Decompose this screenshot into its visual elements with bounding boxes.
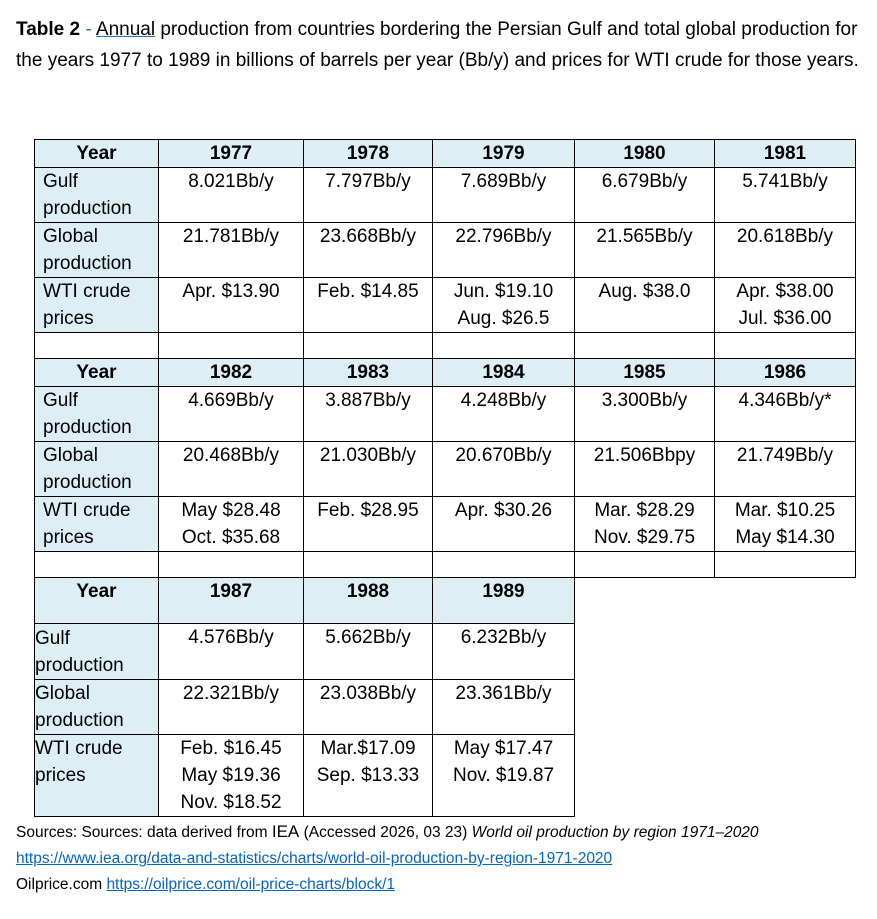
global-value: 20.468Bb/y <box>159 442 304 497</box>
price-line: Feb. $14.85 <box>317 281 419 302</box>
gulf-production-label <box>35 387 159 442</box>
year-header: Year <box>35 140 159 168</box>
empty-cell <box>575 333 715 359</box>
global-value: 21.781Bb/y <box>159 223 304 278</box>
year-cell: 1985 <box>575 359 715 387</box>
wti-value <box>575 278 715 333</box>
spacer-row <box>35 552 856 578</box>
caption-annual: Annual <box>95 19 156 40</box>
global-value: 21.030Bb/y <box>304 442 433 497</box>
wti-value <box>715 278 856 333</box>
label-line: Gulf <box>43 171 78 192</box>
empty-area <box>715 578 856 624</box>
label-line: production <box>35 655 124 676</box>
year-header: Year <box>35 359 159 387</box>
global-value: 21.749Bb/y <box>715 442 856 497</box>
empty-cell <box>715 333 856 359</box>
wti-value <box>433 278 575 333</box>
sources-title: World oil production by region 1971–2020 <box>471 824 759 841</box>
label-line: Gulf <box>35 628 70 649</box>
year-cell: 1982 <box>159 359 304 387</box>
wti-prices-label <box>35 735 159 817</box>
global-value: 22.796Bb/y <box>433 223 575 278</box>
price-line: Aug. $26.5 <box>457 308 550 329</box>
empty-cell <box>433 333 575 359</box>
global-value: 23.668Bb/y <box>304 223 433 278</box>
wti-prices-label <box>35 278 159 333</box>
table-row <box>35 223 856 278</box>
global-value: 20.618Bb/y <box>715 223 856 278</box>
gulf-value: 7.797Bb/y <box>304 168 433 223</box>
oilprice-link[interactable]: https://oilprice.com/oil-price-charts/block/1 <box>106 876 396 893</box>
sources-block <box>16 819 866 898</box>
label-line: production <box>43 198 132 219</box>
price-line: Jul. $36.00 <box>738 308 832 329</box>
table-row <box>35 624 856 680</box>
gulf-value: 5.662Bb/y <box>304 624 433 680</box>
year-header: Year <box>35 578 159 624</box>
label-line: Global <box>35 683 90 704</box>
empty-area <box>715 680 856 735</box>
gulf-value: 7.689Bb/y <box>433 168 575 223</box>
oilprice-label: Oilprice.com <box>16 876 107 893</box>
global-production-label <box>35 442 159 497</box>
table-row <box>35 140 856 168</box>
oil-production-table <box>34 139 856 817</box>
wti-prices-label <box>35 497 159 552</box>
wti-value <box>575 497 715 552</box>
gulf-value: 4.248Bb/y <box>433 387 575 442</box>
label-line: Global <box>43 226 98 247</box>
gulf-value: 4.576Bb/y <box>159 624 304 680</box>
global-value: 23.038Bb/y <box>304 680 433 735</box>
label-line: production <box>43 253 132 274</box>
year-cell: 1981 <box>715 140 856 168</box>
year-cell: 1980 <box>575 140 715 168</box>
table-row <box>35 578 856 624</box>
gulf-production-label <box>35 624 159 680</box>
empty-cell <box>159 552 304 578</box>
year-cell: 1987 <box>159 578 304 624</box>
empty-area <box>715 735 856 817</box>
price-line: Jun. $19.10 <box>453 281 554 302</box>
price-line: May $28.48 <box>181 500 281 521</box>
table-row <box>35 387 856 442</box>
wti-value <box>159 735 304 817</box>
sources-line <box>16 819 866 846</box>
price-line: Apr. $30.26 <box>454 500 553 521</box>
label-line: Global <box>43 445 98 466</box>
empty-area <box>575 578 715 624</box>
year-cell: 1984 <box>433 359 575 387</box>
gulf-value: 3.300Bb/y <box>575 387 715 442</box>
empty-area <box>715 624 856 680</box>
global-production-label <box>35 680 159 735</box>
table-row <box>35 359 856 387</box>
price-line: Feb. $16.45 <box>180 738 282 759</box>
year-cell: 1986 <box>715 359 856 387</box>
caption-label: Table 2 <box>16 19 81 40</box>
gulf-value: 4.669Bb/y <box>159 387 304 442</box>
wti-value <box>159 278 304 333</box>
price-line: Mar. $10.25 <box>734 500 836 521</box>
empty-cell <box>35 552 159 578</box>
price-line: Nov. $18.52 <box>180 792 282 813</box>
sources-prefix: Sources: Sources: data derived from <box>16 824 272 841</box>
price-line: Oct. $35.68 <box>181 527 281 548</box>
caption-text: production from countries bordering the Persian Gulf and total global production for the years 1977 to 1989 in billions of barrels per year (Bb/y) and prices for WTI crude for those years. <box>16 19 859 71</box>
price-line: Apr. $13.90 <box>182 281 280 302</box>
price-line: Mar. $28.29 <box>594 500 695 521</box>
table-row <box>35 168 856 223</box>
table-row <box>35 278 856 333</box>
price-line: Apr. $38.00 <box>736 281 834 302</box>
gulf-value: 8.021Bb/y <box>159 168 304 223</box>
wti-value <box>715 497 856 552</box>
label-line: Gulf <box>43 390 78 411</box>
empty-cell <box>575 552 715 578</box>
price-line: Feb. $28.95 <box>317 500 419 521</box>
sources-line <box>16 872 866 898</box>
gulf-value: 6.679Bb/y <box>575 168 715 223</box>
empty-cell <box>715 552 856 578</box>
wti-value <box>159 497 304 552</box>
label-line: prices <box>35 765 86 786</box>
table-row <box>35 735 856 817</box>
wti-value <box>304 497 433 552</box>
year-cell: 1983 <box>304 359 433 387</box>
global-value: 23.361Bb/y <box>433 680 575 735</box>
gulf-value: 3.887Bb/y <box>304 387 433 442</box>
gulf-production-label <box>35 168 159 223</box>
label-line: WTI crude <box>43 500 131 521</box>
empty-area <box>575 624 715 680</box>
empty-area <box>575 680 715 735</box>
year-cell: 1979 <box>433 140 575 168</box>
sources-line <box>16 846 866 872</box>
table-row <box>35 442 856 497</box>
label-line: prices <box>43 308 94 329</box>
price-line: Aug. $38.0 <box>598 281 691 302</box>
gulf-value: 6.232Bb/y <box>433 624 575 680</box>
caption-dash: - <box>80 19 96 40</box>
empty-area <box>575 735 715 817</box>
price-line: May $17.47 <box>453 738 554 759</box>
spacer-row <box>35 333 856 359</box>
table-row <box>35 680 856 735</box>
gulf-value: 5.741Bb/y <box>715 168 856 223</box>
sources-accessed: (Accessed 2026, 03 23) <box>299 824 472 841</box>
wti-value <box>304 735 433 817</box>
wti-value <box>304 278 433 333</box>
global-value: 22.321Bb/y <box>159 680 304 735</box>
label-line: production <box>43 417 132 438</box>
label-line: production <box>43 472 132 493</box>
year-cell: 1977 <box>159 140 304 168</box>
empty-cell <box>433 552 575 578</box>
empty-cell <box>35 333 159 359</box>
global-value: 21.506Bbpy <box>575 442 715 497</box>
price-line: Nov. $29.75 <box>593 527 696 548</box>
label-line: WTI crude <box>43 281 131 302</box>
label-line: WTI crude <box>35 738 123 759</box>
price-line: Mar.$17.09 <box>320 738 416 759</box>
label-line: production <box>35 710 124 731</box>
table-row <box>35 497 856 552</box>
global-production-label <box>35 223 159 278</box>
label-line: prices <box>43 527 94 548</box>
price-line: May $14.30 <box>735 527 835 548</box>
wti-value <box>433 735 575 817</box>
empty-cell <box>304 333 433 359</box>
year-cell: 1978 <box>304 140 433 168</box>
year-cell: 1988 <box>304 578 433 624</box>
global-value: 20.670Bb/y <box>433 442 575 497</box>
empty-cell <box>159 333 304 359</box>
table-caption <box>16 14 866 76</box>
global-value: 21.565Bb/y <box>575 223 715 278</box>
price-line: Nov. $19.87 <box>452 765 555 786</box>
gulf-value: 4.346Bb/y* <box>715 387 856 442</box>
year-cell: 1989 <box>433 578 575 624</box>
iea-link[interactable]: https://www.iea.org/data-and-statistics/charts/world-oil-production-by-region-1971-2020 <box>16 850 613 867</box>
sources-iea: IEA <box>271 822 300 841</box>
price-line: May $19.36 <box>181 765 281 786</box>
price-line: Sep. $13.33 <box>316 765 420 786</box>
empty-cell <box>304 552 433 578</box>
wti-value <box>433 497 575 552</box>
